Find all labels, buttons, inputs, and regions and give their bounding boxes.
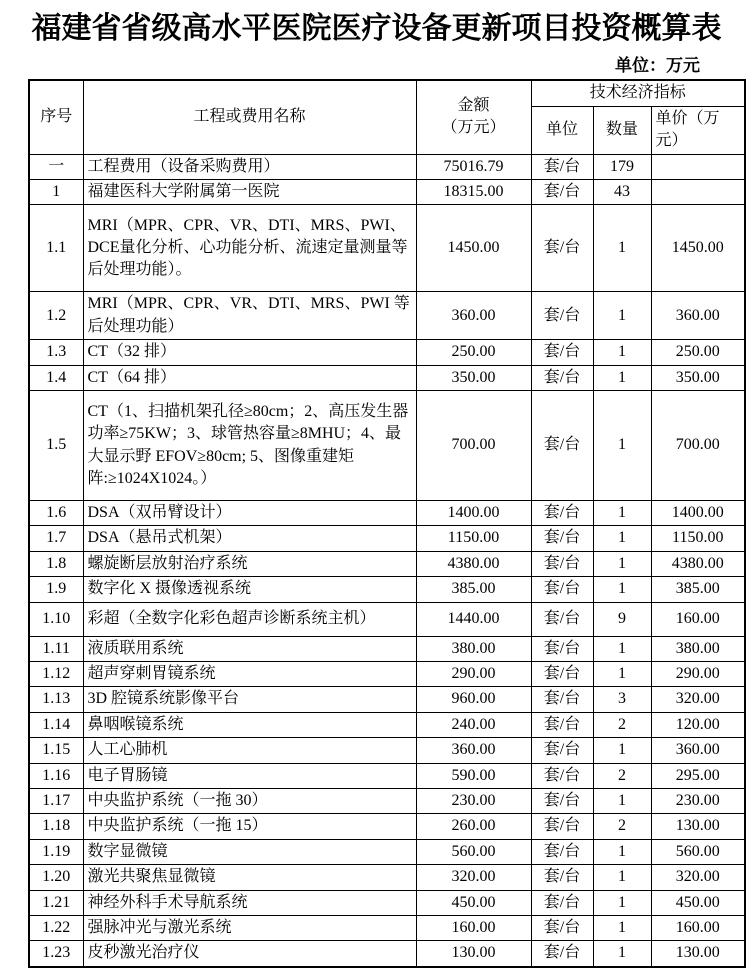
cell-unit: 套/台 (531, 890, 593, 915)
cell-unit-price: 120.00 (651, 712, 745, 737)
cell-unit-price: 160.00 (651, 602, 745, 636)
cell-unit: 套/台 (531, 941, 593, 967)
cell-unit: 套/台 (531, 205, 593, 292)
table-row (29, 365, 745, 390)
cell-quantity: 1 (593, 391, 651, 501)
cell-quantity: 1 (593, 501, 651, 526)
cell-unit: 套/台 (531, 340, 593, 365)
cell-name: 液质联用系统 (83, 636, 416, 661)
table-header (29, 80, 745, 154)
cell-amount: 1400.00 (416, 501, 531, 526)
cell-amount: 1450.00 (416, 205, 531, 292)
col-header-amount (416, 80, 531, 154)
cell-serial: 1.20 (29, 865, 83, 890)
cell-serial: 1.9 (29, 577, 83, 602)
cell-name: 3D 腔镜系统影像平台 (83, 687, 416, 712)
cell-unit-price (651, 179, 745, 204)
cell-unit: 套/台 (531, 551, 593, 576)
cell-serial: 1.22 (29, 915, 83, 940)
cell-name: 鼻咽喉镜系统 (83, 712, 416, 737)
cell-unit-price: 130.00 (651, 941, 745, 967)
cell-unit: 套/台 (531, 391, 593, 501)
cell-quantity: 1 (593, 890, 651, 915)
cell-name: 彩超（全数字化彩色超声诊断系统主机） (83, 602, 416, 636)
table-row (29, 602, 745, 636)
col-header-unit-price: 单价（万元） (651, 106, 745, 154)
cell-amount: 560.00 (416, 839, 531, 864)
cell-unit-price: 360.00 (651, 738, 745, 763)
cell-name: CT（32 排） (83, 340, 416, 365)
cell-serial: 1.16 (29, 763, 83, 788)
cell-amount: 1150.00 (416, 526, 531, 551)
table-row (29, 577, 745, 602)
col-header-unit: 单位 (531, 106, 593, 154)
cell-serial: 1.15 (29, 738, 83, 763)
cell-unit: 套/台 (531, 602, 593, 636)
cell-amount: 290.00 (416, 662, 531, 687)
cell-name: CT（64 排） (83, 365, 416, 390)
cell-unit-price (651, 154, 745, 179)
cell-unit-price: 700.00 (651, 391, 745, 501)
page-title: 福建省省级高水平医院医疗设备更新项目投资概算表 (31, 12, 722, 45)
cell-unit-price: 4380.00 (651, 551, 745, 576)
cell-quantity: 2 (593, 814, 651, 839)
cell-quantity: 1 (593, 551, 651, 576)
cell-quantity: 43 (593, 179, 651, 204)
cell-serial: 1 (29, 179, 83, 204)
table-row (29, 179, 745, 204)
cell-name: 数字显微镜 (83, 839, 416, 864)
cell-amount: 160.00 (416, 915, 531, 940)
cell-unit: 套/台 (531, 865, 593, 890)
cell-unit-price: 380.00 (651, 636, 745, 661)
cell-name: 超声穿刺胃镜系统 (83, 662, 416, 687)
table-body (29, 154, 745, 967)
cell-serial: 1.2 (29, 292, 83, 340)
cell-name: DSA（悬吊式机架） (83, 526, 416, 551)
table-row (29, 788, 745, 813)
table-row (29, 890, 745, 915)
table-row (29, 391, 745, 501)
cell-amount: 250.00 (416, 340, 531, 365)
cell-unit-price: 450.00 (651, 890, 745, 915)
cell-amount: 960.00 (416, 687, 531, 712)
cell-serial: 1.1 (29, 205, 83, 292)
cell-unit-price: 1450.00 (651, 205, 745, 292)
cell-quantity: 1 (593, 788, 651, 813)
cell-quantity: 1 (593, 365, 651, 390)
table-row (29, 865, 745, 890)
cell-amount: 385.00 (416, 577, 531, 602)
cell-unit: 套/台 (531, 763, 593, 788)
cell-quantity: 1 (593, 577, 651, 602)
cell-name: 强脉冲光与激光系统 (83, 915, 416, 940)
cell-name: MRI（MPR、CPR、VR、DTI、MRS、PWI、DCE量化分析、心功能分析、流速定量测量等后处理功能）。 (83, 205, 416, 292)
cell-quantity: 2 (593, 763, 651, 788)
col-header-quantity: 数量 (593, 106, 651, 154)
cell-quantity: 1 (593, 636, 651, 661)
header-row-1 (29, 80, 745, 106)
cell-serial: 1.21 (29, 890, 83, 915)
cell-quantity: 1 (593, 662, 651, 687)
cell-quantity: 2 (593, 712, 651, 737)
amount-header-line1: 金额 (457, 96, 490, 114)
cell-quantity: 179 (593, 154, 651, 179)
cell-quantity: 9 (593, 602, 651, 636)
col-header-name: 工程或费用名称 (83, 80, 416, 154)
cell-unit-price: 1150.00 (651, 526, 745, 551)
table-row (29, 154, 745, 179)
cell-serial: 1.17 (29, 788, 83, 813)
cell-unit: 套/台 (531, 712, 593, 737)
table-row (29, 501, 745, 526)
cell-unit: 套/台 (531, 788, 593, 813)
table-row (29, 814, 745, 839)
cell-amount: 18315.00 (416, 179, 531, 204)
cell-quantity: 1 (593, 292, 651, 340)
cell-serial: 1.19 (29, 839, 83, 864)
cell-serial: 1.11 (29, 636, 83, 661)
cell-name: 螺旋断层放射治疗系统 (83, 551, 416, 576)
cell-quantity: 1 (593, 865, 651, 890)
cell-unit-price: 295.00 (651, 763, 745, 788)
cell-unit-price: 160.00 (651, 915, 745, 940)
cell-serial: 1.10 (29, 602, 83, 636)
cell-unit: 套/台 (531, 687, 593, 712)
cell-unit: 套/台 (531, 365, 593, 390)
cell-serial: 1.3 (29, 340, 83, 365)
cell-amount: 260.00 (416, 814, 531, 839)
cell-name: 数字化 X 摄像透视系统 (83, 577, 416, 602)
cell-serial: 1.6 (29, 501, 83, 526)
table-row (29, 687, 745, 712)
table-row (29, 941, 745, 967)
cell-amount: 240.00 (416, 712, 531, 737)
cell-unit-price: 320.00 (651, 687, 745, 712)
table-row (29, 551, 745, 576)
cell-amount: 450.00 (416, 890, 531, 915)
cell-serial: 一 (29, 154, 83, 179)
table-row (29, 526, 745, 551)
cell-name: 皮秒激光治疗仪 (83, 941, 416, 967)
cell-quantity: 1 (593, 738, 651, 763)
cell-serial: 1.23 (29, 941, 83, 967)
cell-name: 激光共聚焦显微镜 (83, 865, 416, 890)
cell-name: 中央监护系统（一拖 15） (83, 814, 416, 839)
table-row (29, 763, 745, 788)
cell-unit: 套/台 (531, 915, 593, 940)
cell-name: DSA（双吊臂设计） (83, 501, 416, 526)
cell-serial: 1.8 (29, 551, 83, 576)
cell-quantity: 3 (593, 687, 651, 712)
cell-amount: 350.00 (416, 365, 531, 390)
cell-name: 电子胃肠镜 (83, 763, 416, 788)
cell-amount: 320.00 (416, 865, 531, 890)
cell-amount: 590.00 (416, 763, 531, 788)
amount-header-line2: （万元） (441, 119, 506, 137)
cell-unit: 套/台 (531, 501, 593, 526)
cell-serial: 1.5 (29, 391, 83, 501)
cell-unit: 套/台 (531, 577, 593, 602)
cell-serial: 1.7 (29, 526, 83, 551)
table-row (29, 636, 745, 661)
table-row (29, 205, 745, 292)
table-row (29, 662, 745, 687)
cell-quantity: 1 (593, 941, 651, 967)
cell-amount: 130.00 (416, 941, 531, 967)
cell-unit-price: 560.00 (651, 839, 745, 864)
cell-unit: 套/台 (531, 526, 593, 551)
cell-serial: 1.18 (29, 814, 83, 839)
cell-unit-price: 290.00 (651, 662, 745, 687)
estimate-table (28, 79, 746, 968)
cell-unit: 套/台 (531, 636, 593, 661)
cell-quantity: 1 (593, 205, 651, 292)
cell-serial: 1.4 (29, 365, 83, 390)
cell-amount: 360.00 (416, 292, 531, 340)
cell-amount: 75016.79 (416, 154, 531, 179)
cell-amount: 4380.00 (416, 551, 531, 576)
cell-unit-price: 350.00 (651, 365, 745, 390)
cell-quantity: 1 (593, 340, 651, 365)
table-row (29, 839, 745, 864)
cell-name: CT（1、扫描机架孔径≥80cm；2、高压发生器功率≥75KW；3、球管热容量≥8MHU；4、最大显示野 EFOV≥80cm; 5、图像重建矩阵:≥1024X1024。） (83, 391, 416, 501)
cell-serial: 1.12 (29, 662, 83, 687)
col-header-tech-group: 技术经济指标 (531, 80, 745, 106)
cell-unit-price: 1400.00 (651, 501, 745, 526)
table-row (29, 340, 745, 365)
cell-unit: 套/台 (531, 814, 593, 839)
cell-name: 人工心肺机 (83, 738, 416, 763)
cell-unit-price: 130.00 (651, 814, 745, 839)
table-row (29, 292, 745, 340)
cell-serial: 1.13 (29, 687, 83, 712)
cell-unit: 套/台 (531, 738, 593, 763)
cell-name: 神经外科手术导航系统 (83, 890, 416, 915)
cell-unit-price: 230.00 (651, 788, 745, 813)
cell-unit-price: 360.00 (651, 292, 745, 340)
table-row (29, 738, 745, 763)
cell-unit: 套/台 (531, 179, 593, 204)
cell-unit: 套/台 (531, 839, 593, 864)
table-row (29, 712, 745, 737)
cell-name: 福建医科大学附属第一医院 (83, 179, 416, 204)
col-header-serial: 序号 (29, 80, 83, 154)
cell-quantity: 1 (593, 526, 651, 551)
cell-unit: 套/台 (531, 154, 593, 179)
cell-name: 工程费用（设备采购费用） (83, 154, 416, 179)
unit-label: 单位：万元 (615, 56, 700, 75)
cell-amount: 700.00 (416, 391, 531, 501)
cell-name: MRI（MPR、CPR、VR、DTI、MRS、PWI 等后处理功能） (83, 292, 416, 340)
cell-name: 中央监护系统（一拖 30） (83, 788, 416, 813)
cell-amount: 360.00 (416, 738, 531, 763)
cell-unit-price: 250.00 (651, 340, 745, 365)
cell-quantity: 1 (593, 839, 651, 864)
cell-unit-price: 320.00 (651, 865, 745, 890)
cell-amount: 230.00 (416, 788, 531, 813)
cell-quantity: 1 (593, 915, 651, 940)
cell-amount: 380.00 (416, 636, 531, 661)
cell-serial: 1.14 (29, 712, 83, 737)
cell-unit: 套/台 (531, 662, 593, 687)
cell-unit: 套/台 (531, 292, 593, 340)
cell-amount: 1440.00 (416, 602, 531, 636)
table-row (29, 915, 745, 940)
cell-unit-price: 385.00 (651, 577, 745, 602)
